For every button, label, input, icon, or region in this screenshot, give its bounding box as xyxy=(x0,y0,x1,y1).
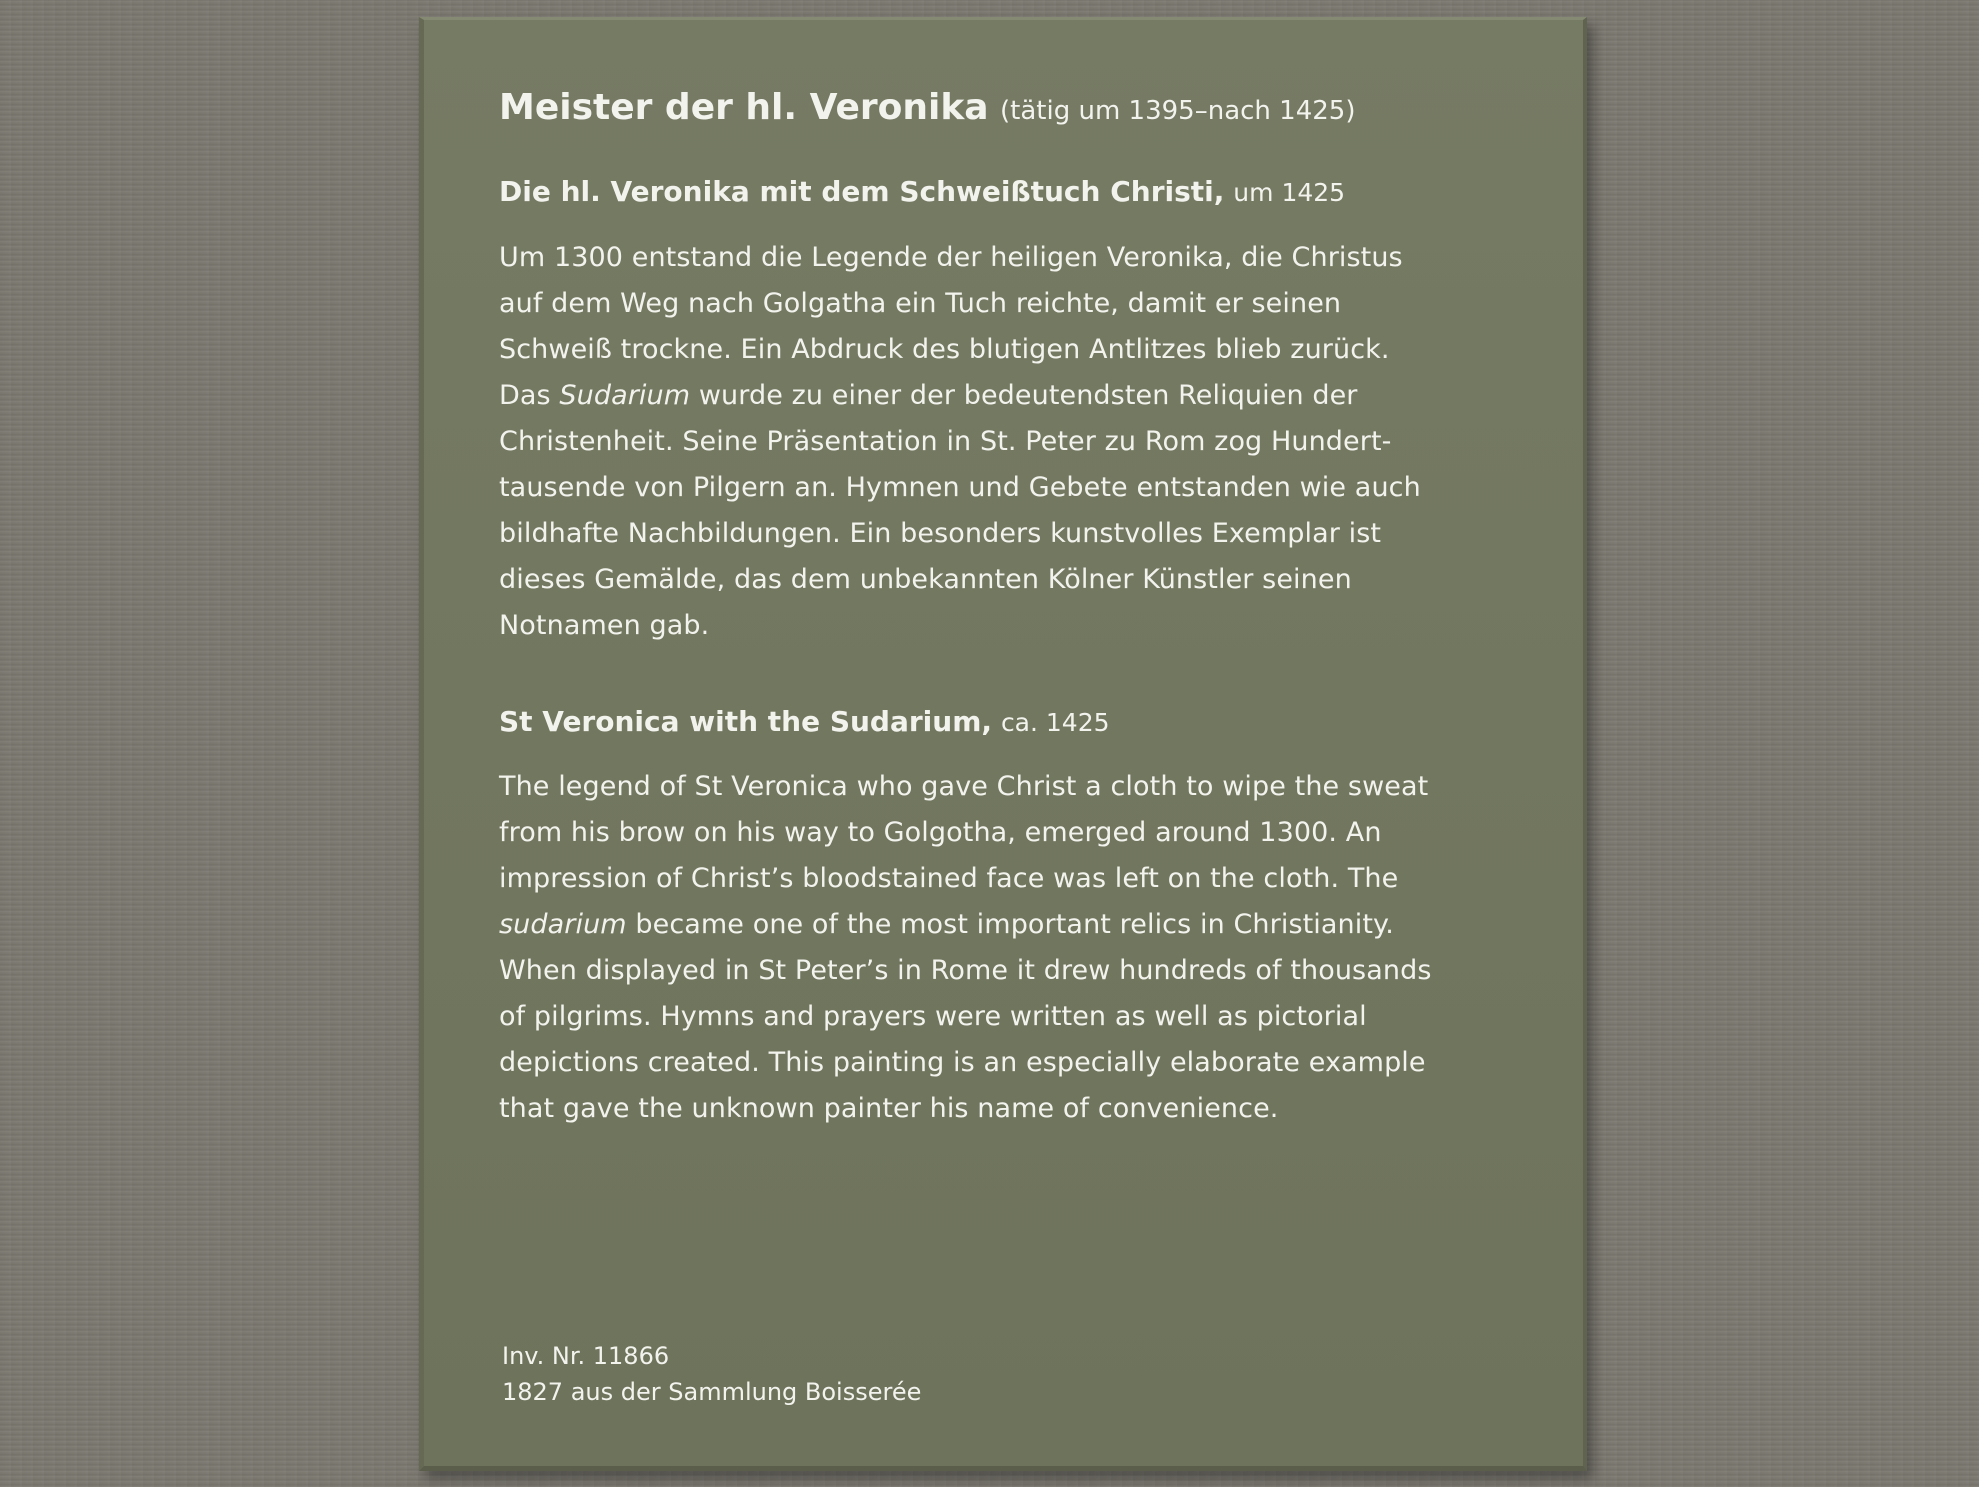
text-fragment: became one of the most important relics in Christianity. xyxy=(626,909,1394,941)
text-line xyxy=(499,373,1519,419)
text-line: bildhafte Nachbildungen. Ein besonders kunstvolles Exemplar ist xyxy=(499,517,1382,549)
label-footer xyxy=(502,1338,921,1410)
text-line: When displayed in St Peter’s in Rome it drew hundreds of thousands xyxy=(499,955,1432,987)
text-line: depictions created. This painting is an especially elaborate example xyxy=(499,1047,1426,1079)
text-fragment: Das xyxy=(499,379,560,411)
german-date: um 1425 xyxy=(1233,178,1346,208)
museum-label-panel xyxy=(419,17,1587,1471)
english-date: ca. 1425 xyxy=(1000,707,1110,737)
text-fragment: wurde zu einer der bedeutendsten Reliquien der xyxy=(690,379,1358,411)
text-line: from his brow on his way to Golgotha, emerged around 1300. An xyxy=(499,817,1382,849)
text-line: impression of Christ’s bloodstained face was left on the cloth. The xyxy=(499,863,1399,895)
text-line: Um 1300 entstand die Legende der heiligen Veronika, die Christus xyxy=(499,241,1403,273)
inventory-number: Inv. Nr. 11866 xyxy=(502,1342,670,1370)
text-line: auf dem Weg nach Golgatha ein Tuch reichte, damit er seinen xyxy=(499,287,1342,319)
text-line: The legend of St Veronica who gave Christ a cloth to wipe the sweat xyxy=(499,771,1429,803)
artist-heading xyxy=(499,86,1519,129)
text-line: tausende von Pilgern an. Hymnen und Gebete entstanden wie auch xyxy=(499,471,1421,503)
german-title: Die hl. Veronika mit dem Schweißtuch Christi, xyxy=(499,175,1225,209)
italic-term: sudarium xyxy=(499,909,627,941)
provenance: 1827 aus der Sammlung Boisserée xyxy=(502,1378,922,1406)
english-title-heading xyxy=(499,705,1519,739)
text-line: Christenheit. Seine Präsentation in St. Peter zu Rom zog Hundert- xyxy=(499,425,1392,457)
text-line xyxy=(499,902,1519,948)
italic-term: Sudarium xyxy=(559,379,691,411)
artist-dates: (tätig um 1395–nach 1425) xyxy=(1000,96,1356,126)
text-line: that gave the unknown painter his name of convenience. xyxy=(499,1093,1279,1125)
text-line: of pilgrims. Hymns and prayers were written as well as pictorial xyxy=(499,1001,1367,1033)
german-description xyxy=(499,235,1519,649)
german-title-heading xyxy=(499,175,1519,209)
artist-name: Meister der hl. Veronika xyxy=(499,87,989,128)
text-line: dieses Gemälde, das dem unbekannten Kölner Künstler seinen xyxy=(499,563,1352,595)
text-line: Notnamen gab. xyxy=(499,609,710,641)
text-line: Schweiß trockne. Ein Abdruck des blutigen Antlitzes blieb zurück. xyxy=(499,333,1390,365)
english-title: St Veronica with the Sudarium, xyxy=(499,704,993,738)
english-description xyxy=(499,764,1519,1132)
label-content xyxy=(499,86,1519,1132)
